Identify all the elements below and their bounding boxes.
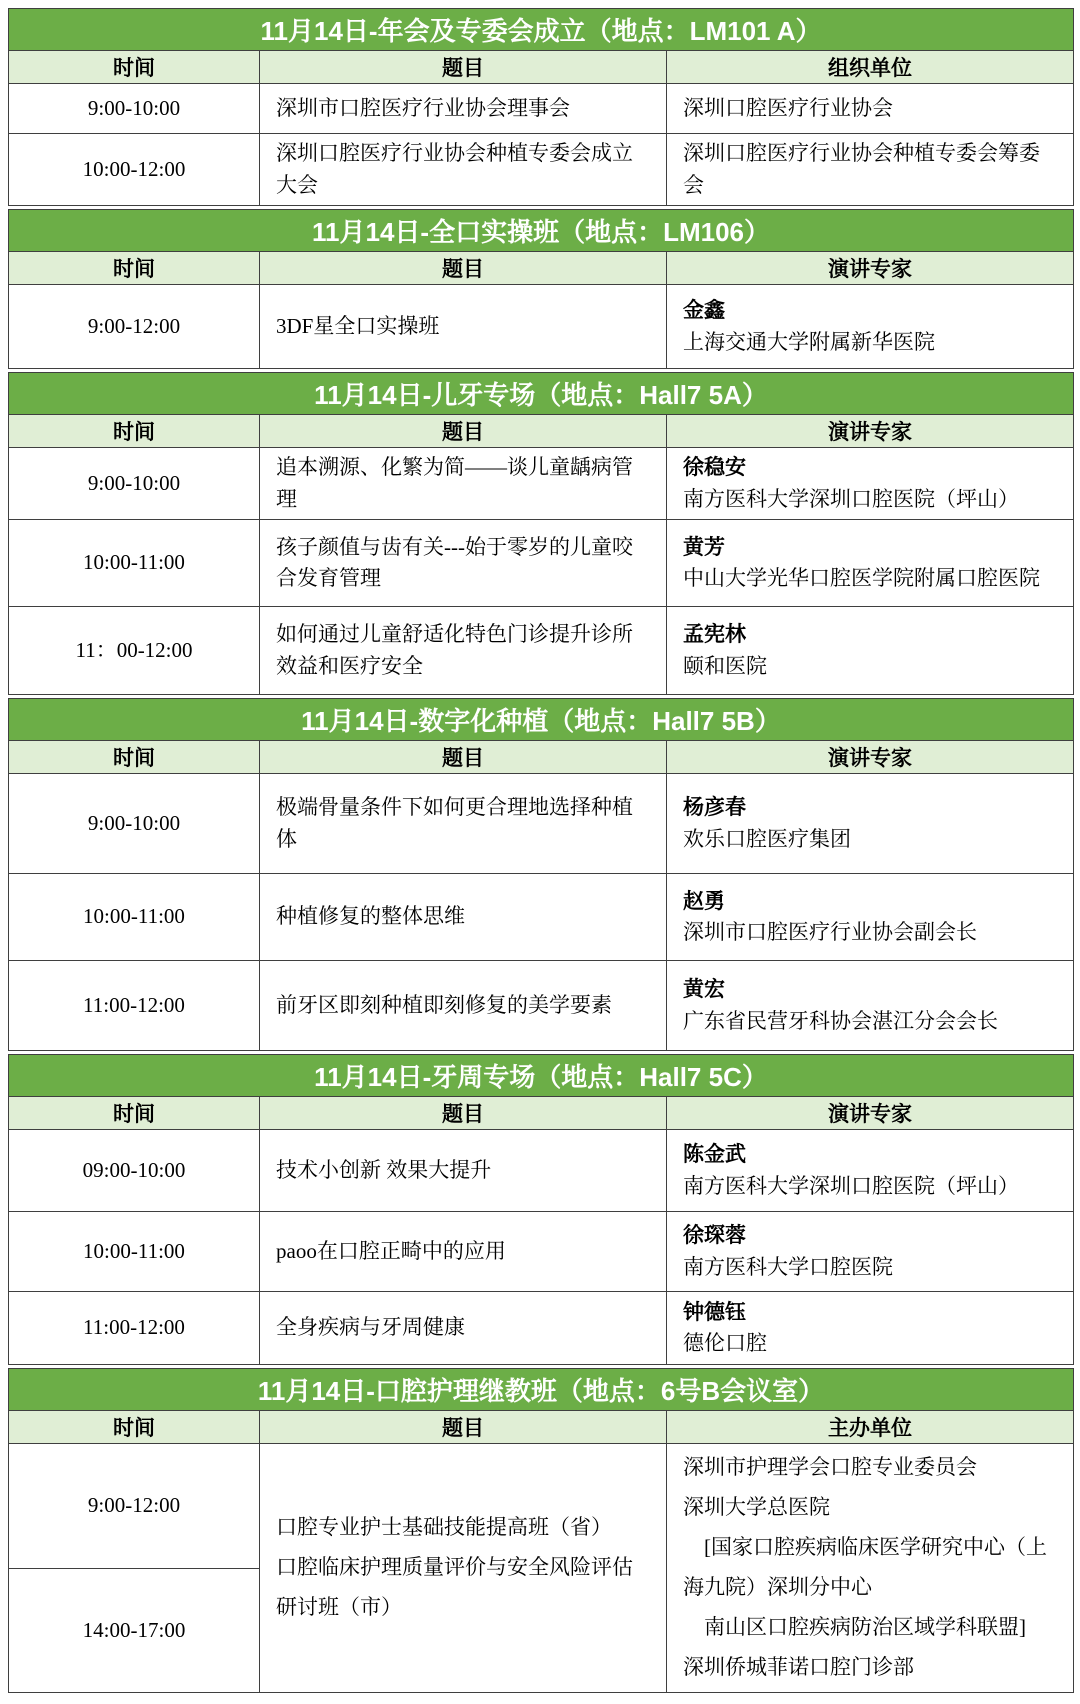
host-line: 深圳市护理学会口腔专业委员会 [683, 1455, 977, 1480]
table-row [9, 520, 1074, 607]
topic-cell: 3DF星全口实操班 [260, 285, 667, 369]
org-cell: 深圳口腔医疗行业协会种植专委会筹委会 [667, 134, 1074, 206]
table-row [9, 448, 1074, 520]
speaker-cell [667, 774, 1074, 874]
col-header-time: 时间 [9, 415, 260, 448]
time-cell: 10:00-11:00 [9, 874, 260, 961]
org-cell: 深圳口腔医疗行业协会 [667, 84, 1074, 134]
col-header-topic: 题目 [260, 415, 667, 448]
speaker-name: 陈金武 [683, 1143, 746, 1166]
time-cell: 10:00-11:00 [9, 520, 260, 607]
speaker-name: 孟宪林 [683, 623, 746, 646]
speaker-cell [667, 1212, 1074, 1292]
speaker-name: 徐琛蓉 [683, 1224, 746, 1247]
col-header-topic: 题目 [260, 51, 667, 84]
time-cell: 9:00-10:00 [9, 84, 260, 134]
table-row [9, 1444, 1074, 1569]
speaker-cell [667, 520, 1074, 607]
col-header-topic: 题目 [260, 1411, 667, 1444]
topic-cell: 前牙区即刻种植即刻修复的美学要素 [260, 961, 667, 1051]
col-header-host: 主办单位 [667, 1411, 1074, 1444]
time-cell: 11:00-12:00 [9, 961, 260, 1051]
topic-cell: 技术小创新 效果大提升 [260, 1130, 667, 1212]
topic-cell: 深圳市口腔医疗行业协会理事会 [260, 84, 667, 134]
time-cell: 14:00-17:00 [9, 1569, 260, 1693]
speaker-cell [667, 448, 1074, 520]
table-row [9, 285, 1074, 369]
section-nursing-education [8, 1368, 1074, 1693]
topic-cell: 极端骨量条件下如何更合理地选择种植体 [260, 774, 667, 874]
table-row [9, 774, 1074, 874]
speaker-affiliation: 深圳市口腔医疗行业协会副会长 [683, 920, 977, 944]
section-digital-implant [8, 698, 1074, 1051]
speaker-name: 黄芳 [683, 535, 725, 559]
speaker-cell [667, 285, 1074, 369]
col-header-topic: 题目 [260, 252, 667, 285]
col-header-speaker: 演讲专家 [667, 741, 1074, 774]
topic-cell: 种植修复的整体思维 [260, 874, 667, 961]
speaker-affiliation: 广东省民营牙科协会湛江分会会长 [683, 1008, 998, 1033]
col-header-topic: 题目 [260, 1097, 667, 1130]
speaker-affiliation: 德伦口腔 [683, 1331, 767, 1355]
col-header-topic: 题目 [260, 741, 667, 774]
time-cell: 10:00-12:00 [9, 134, 260, 206]
host-cell-merged [667, 1444, 1074, 1693]
speaker-cell [667, 961, 1074, 1051]
section-title-bar: 11月14日-口腔护理继教班（地点：6号B会议室） [9, 1369, 1074, 1411]
section-title-bar: 11月14日-牙周专场（地点：Hall7 5C） [9, 1055, 1074, 1097]
speaker-name: 杨彦春 [683, 796, 746, 819]
speaker-cell [667, 607, 1074, 695]
speaker-name: 赵勇 [683, 889, 725, 913]
host-line: 南山区口腔疾病防治区域学科联盟] [683, 1614, 1026, 1639]
col-header-speaker: 演讲专家 [667, 1097, 1074, 1130]
section-pediatric-dentistry [8, 372, 1074, 695]
col-header-time: 时间 [9, 51, 260, 84]
col-header-time: 时间 [9, 741, 260, 774]
speaker-name: 徐稳安 [683, 456, 746, 479]
col-header-org: 组织单位 [667, 51, 1074, 84]
topic-line: 口腔专业护士基础技能提高班（省） [276, 1515, 612, 1540]
topic-cell: 全身疾病与牙周健康 [260, 1292, 667, 1365]
speaker-affiliation: 南方医科大学深圳口腔医院（坪山） [683, 486, 1019, 511]
section-full-arch-workshop [8, 209, 1074, 369]
time-cell: 11:00-12:00 [9, 1292, 260, 1365]
table-row [9, 874, 1074, 961]
section-title-bar: 11月14日-全口实操班（地点：LM106） [9, 210, 1074, 252]
topic-cell: 追本溯源、化繁为简——谈儿童龋病管理 [260, 448, 667, 520]
speaker-name: 金鑫 [683, 299, 725, 322]
speaker-affiliation: 南方医科大学口腔医院 [683, 1254, 893, 1279]
section-title-bar: 11月14日-儿牙专场（地点：Hall7 5A） [9, 373, 1074, 415]
table-row [9, 607, 1074, 695]
time-cell: 9:00-12:00 [9, 285, 260, 369]
section-annual-meeting [8, 8, 1074, 206]
speaker-cell [667, 1292, 1074, 1365]
topic-cell: 孩子颜值与齿有关---始于零岁的儿童咬合发育管理 [260, 520, 667, 607]
speaker-affiliation: 中山大学光华口腔医学院附属口腔医院 [683, 566, 1040, 590]
table-row [9, 1292, 1074, 1365]
section-title-bar: 11月14日-数字化种植（地点：Hall7 5B） [9, 699, 1074, 741]
col-header-time: 时间 [9, 1097, 260, 1130]
col-header-speaker: 演讲专家 [667, 252, 1074, 285]
table-row [9, 134, 1074, 206]
col-header-speaker: 演讲专家 [667, 415, 1074, 448]
speaker-name: 黄宏 [683, 978, 725, 1001]
time-cell: 11：00-12:00 [9, 607, 260, 695]
speaker-affiliation: 上海交通大学附属新华医院 [683, 329, 935, 354]
table-row [9, 1212, 1074, 1292]
time-cell: 9:00-10:00 [9, 774, 260, 874]
topic-cell: 深圳口腔医疗行业协会种植专委会成立大会 [260, 134, 667, 206]
speaker-affiliation: 颐和医院 [683, 653, 767, 678]
col-header-time: 时间 [9, 252, 260, 285]
table-row [9, 1130, 1074, 1212]
speaker-cell [667, 1130, 1074, 1212]
topic-cell: paoo在口腔正畸中的应用 [260, 1212, 667, 1292]
topic-cell-merged [260, 1444, 667, 1693]
host-line: [国家口腔疾病临床医学研究中心（上海九院）深圳分中心 [683, 1535, 1047, 1599]
host-line: 深圳侨城菲诺口腔门诊部 [683, 1654, 914, 1679]
time-cell: 9:00-12:00 [9, 1444, 260, 1569]
topic-cell: 如何通过儿童舒适化特色门诊提升诊所效益和医疗安全 [260, 607, 667, 695]
speaker-affiliation: 欢乐口腔医疗集团 [683, 826, 851, 851]
topic-line: 口腔临床护理质量评价与安全风险评估研讨班（市） [276, 1555, 633, 1619]
table-row [9, 84, 1074, 134]
section-periodontal [8, 1054, 1074, 1365]
speaker-cell [667, 874, 1074, 961]
time-cell: 10:00-11:00 [9, 1212, 260, 1292]
host-line: 深圳大学总医院 [683, 1495, 830, 1520]
speaker-name: 钟德钰 [683, 1300, 746, 1324]
table-row [9, 961, 1074, 1051]
time-cell: 09:00-10:00 [9, 1130, 260, 1212]
time-cell: 9:00-10:00 [9, 448, 260, 520]
speaker-affiliation: 南方医科大学深圳口腔医院（坪山） [683, 1173, 1019, 1198]
section-title-bar: 11月14日-年会及专委会成立（地点：LM101 A） [9, 9, 1074, 51]
col-header-time: 时间 [9, 1411, 260, 1444]
